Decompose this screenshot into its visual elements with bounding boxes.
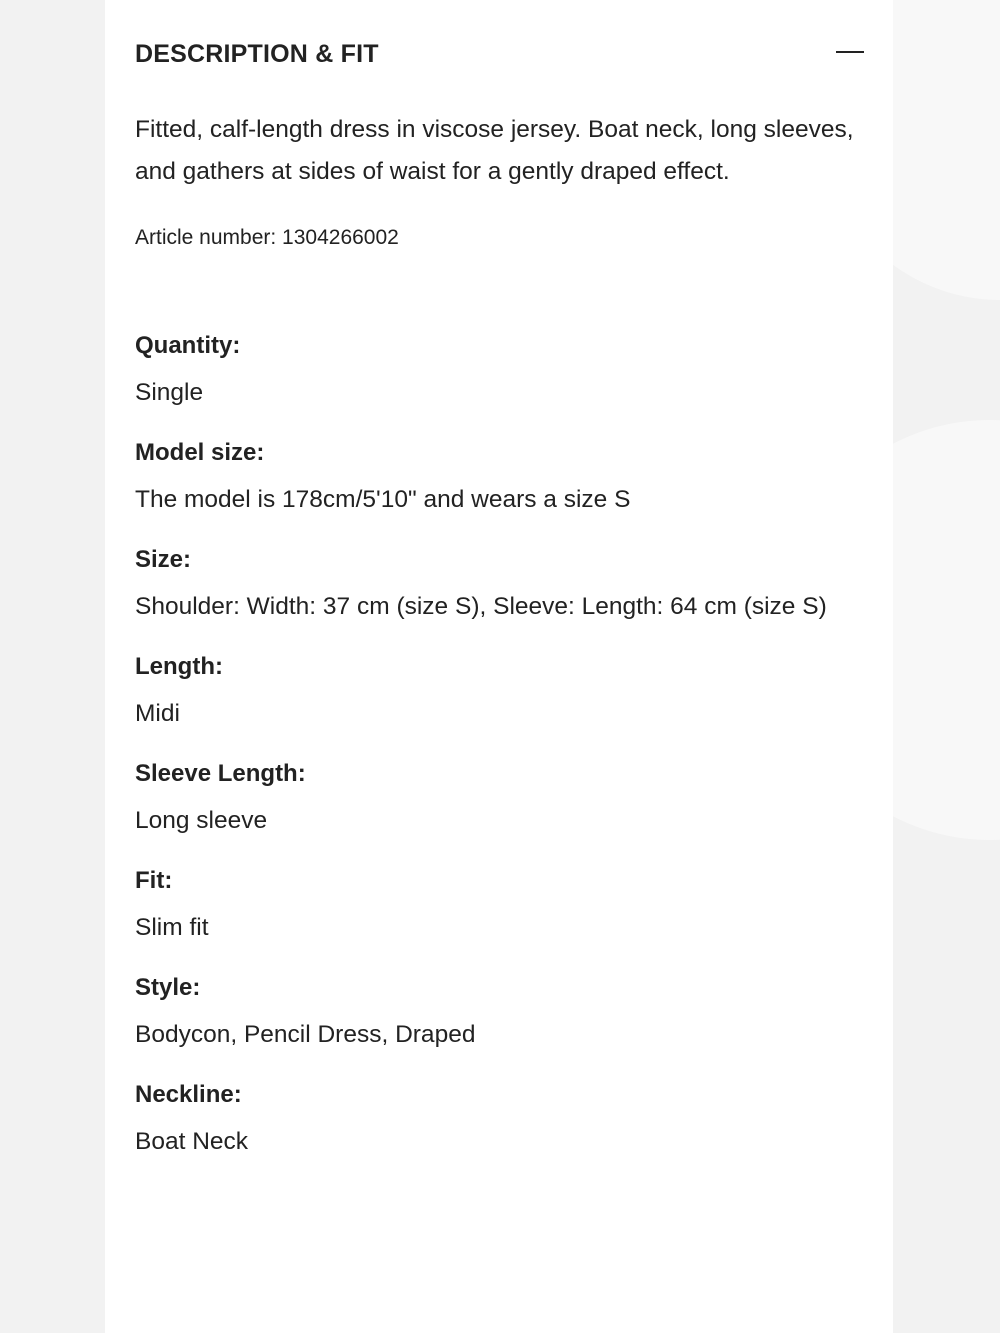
description-fit-panel [105,0,893,1333]
attribute-label: Size: [135,546,192,573]
attribute-value: Long sleeve [135,807,268,834]
attribute-label: Model size: [135,439,265,466]
attribute-value: Single [135,379,204,406]
attribute-style [135,972,863,1056]
attribute-sleeve-length [135,758,863,842]
attribute-value: Shoulder: Width: 37 cm (size S), Sleeve: Length: 64 cm (size S) [135,593,827,620]
attribute-size [135,544,863,628]
attribute-length [135,651,863,735]
attribute-label: Length: [135,653,223,680]
attribute-label: Quantity: [135,332,241,359]
article-number: Article number: 1304266002 [135,226,399,249]
attribute-label: Style: [135,974,201,1001]
accordion-header[interactable] [135,0,863,110]
section-title: DESCRIPTION & FIT [135,39,379,68]
attribute-model-size [135,437,863,521]
product-description: Fitted, calf-length dress in viscose jersey. Boat neck, long sleeves, and gathers at sides of waist for a gently draped effect. [135,116,854,185]
attribute-value: Midi [135,700,180,727]
attribute-value: Boat Neck [135,1128,249,1155]
attribute-value: Bodycon, Pencil Dress, Draped [135,1021,476,1048]
attribute-value: The model is 178cm/5'10" and wears a size S [135,486,631,513]
attribute-label: Neckline: [135,1081,242,1108]
attribute-fit [135,865,863,949]
attribute-label: Fit: [135,867,173,894]
minus-icon[interactable] [835,37,865,67]
attribute-list [135,330,863,1163]
attribute-neckline [135,1079,863,1163]
attribute-quantity [135,330,863,414]
attribute-label: Sleeve Length: [135,760,306,787]
attribute-value: Slim fit [135,914,209,941]
